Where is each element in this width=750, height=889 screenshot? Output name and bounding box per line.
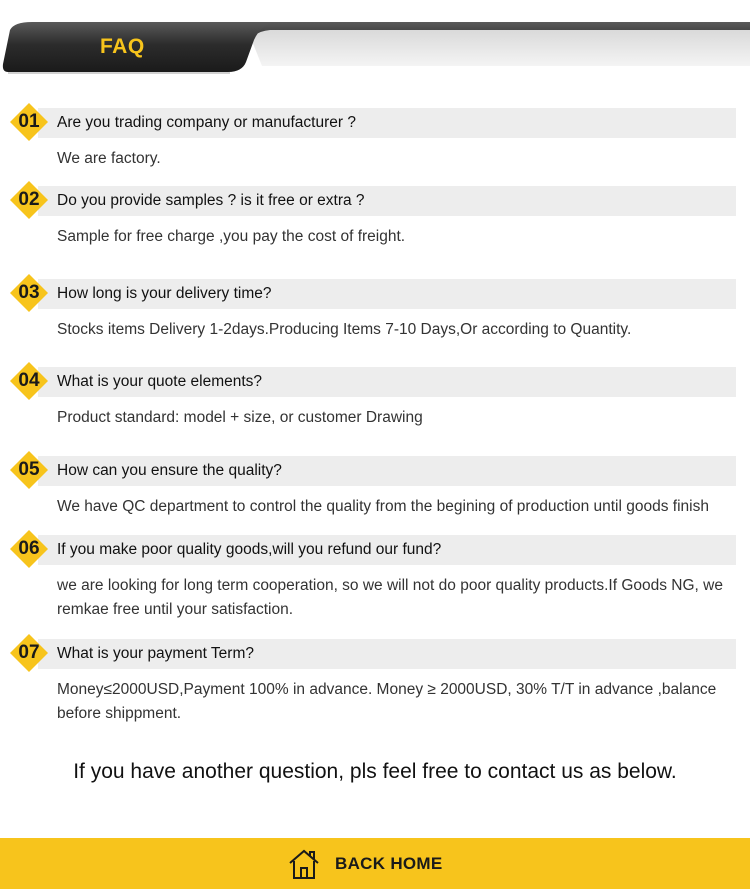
badge-number: 02 xyxy=(18,189,40,210)
home-icon xyxy=(287,847,321,881)
footer-bar xyxy=(0,838,750,889)
badge-number: 01 xyxy=(18,111,40,132)
faq-header xyxy=(0,0,750,80)
answer-text: We are factory. xyxy=(57,150,161,167)
question-text: If you make poor quality goods,will you refund our fund? xyxy=(57,541,442,558)
contact-message: If you have another question, pls feel free to contact us as below. xyxy=(73,760,677,783)
answer-text: Product standard: model + size, or customer Drawing xyxy=(57,409,423,426)
number-badge xyxy=(9,361,49,401)
number-badge xyxy=(9,180,49,220)
question-text: How long is your delivery time? xyxy=(57,285,272,302)
question-text: Are you trading company or manufacturer ? xyxy=(57,114,356,131)
answer-text: We have QC department to control the quality from the begining of production until goods finish xyxy=(57,498,709,515)
question-text: What is your payment Term? xyxy=(57,645,254,662)
number-badge xyxy=(9,273,49,313)
number-badge xyxy=(9,102,49,142)
number-badge xyxy=(9,450,49,490)
question-text: How can you ensure the quality? xyxy=(57,462,282,479)
answer-text: Stocks items Delivery 1-2days.Producing Items 7-10 Days,Or according to Quantity. xyxy=(57,321,632,338)
badge-number: 07 xyxy=(18,642,40,663)
question-text: What is your quote elements? xyxy=(57,373,263,390)
answer-text: Money≤2000USD,Payment 100% in advance. Money ≥ 2000USD, 30% T/T in advance ,balance before shippment. xyxy=(57,681,717,722)
badge-number: 06 xyxy=(18,538,40,559)
answer-text: Sample for free charge ,you pay the cost of freight. xyxy=(57,228,406,245)
number-badge xyxy=(9,529,49,569)
answer-text: we are looking for long term cooperation, so we will not do poor quality products.If Goods NG, we remkae free until your satisfaction. xyxy=(57,577,723,618)
back-home-label: BACK HOME xyxy=(335,854,443,873)
number-badge xyxy=(9,633,49,673)
badge-number: 04 xyxy=(18,370,40,391)
page-title: FAQ xyxy=(100,35,145,58)
question-text: Do you provide samples ? is it free or extra ? xyxy=(57,192,365,209)
badge-number: 05 xyxy=(18,459,40,480)
badge-number: 03 xyxy=(18,282,40,303)
back-home-button[interactable] xyxy=(287,846,443,882)
